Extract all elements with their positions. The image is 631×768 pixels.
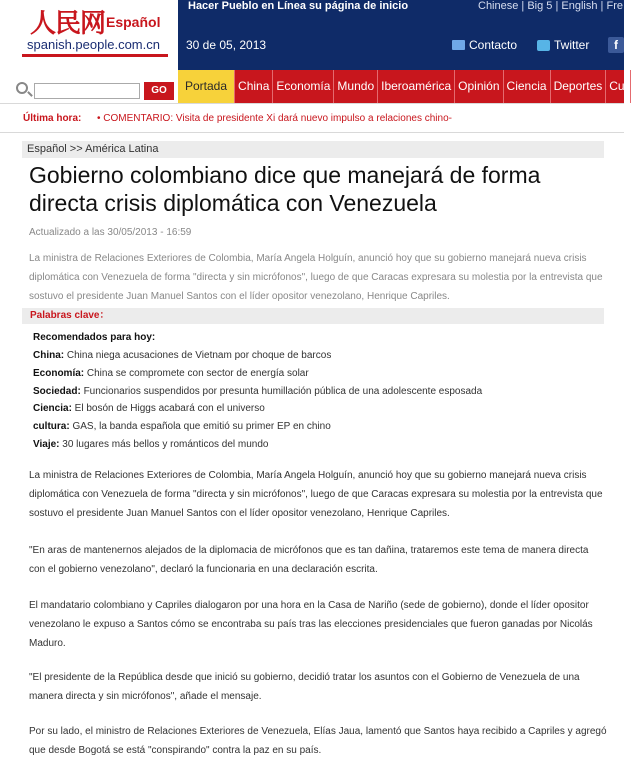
contact-label: Contacto [469, 38, 518, 52]
reco-link[interactable]: Funcionarios suspendidos por presunta humillación pública de una adolescente esposada [80, 385, 483, 397]
logo-url: spanish.people.com.cn [27, 37, 160, 52]
article-paragraph: La ministra de Relaciones Exteriores de Colombia, María Angela Holguín, anunció hoy que su gobierno manejará nueva crisis diplomática con Venezuela de forma "directa y sin micrófonos", luego de que Caracas expresara su molestia por la entrevista que sostuvo el presidente Juan Manuel Santos con el líder opositor venezolano, Henrique Capriles. [29, 470, 603, 519]
list-item[interactable] [33, 418, 603, 436]
tab-opinion[interactable]: Opinión [455, 70, 503, 103]
reco-category: Economía: [33, 367, 85, 379]
reco-category: Ciencia: [33, 403, 72, 415]
breadcrumb[interactable]: Español >> América Latina [22, 141, 604, 158]
tab-portada[interactable]: Portada [178, 70, 235, 103]
tab-ciencia[interactable]: Ciencia [504, 70, 551, 103]
breaking-news-link[interactable]: • COMENTARIO: Visita de presidente Xi dará nuevo impulso a relaciones chino- [97, 113, 452, 124]
article-updated: Actualizado a las 30/05/2013 - 16:59 [29, 227, 192, 238]
reco-category: China: [33, 350, 65, 361]
breaking-news-bar [0, 103, 624, 133]
article-paragraph: El mandatario colombiano y Capriles dialogaron por una hora en la Casa de Nariño (sede de gobierno), donde el líder opositor venezolano le expuso a Santos cómo se encontraba su país tras las elecciones presidenciales que fueron ganadas por Nicolás Maduro. [29, 600, 593, 649]
main-nav [178, 70, 628, 103]
list-item[interactable] [33, 383, 603, 401]
logo-chinese: 人民网 [30, 9, 106, 39]
tab-economia[interactable]: Economía [273, 70, 334, 103]
lang-big5[interactable]: Big 5 [527, 0, 553, 12]
reco-link[interactable]: China se compromete con sector de energía solar [84, 367, 309, 379]
site-logo[interactable] [0, 0, 178, 70]
list-item[interactable] [33, 436, 603, 454]
article-paragraph: "El presidente de la República desde que inició su gobierno, decidió tratar los asuntos con el Gobierno de Venezuela de una manera directa y sin micrófonos", añade el mensaje. [29, 672, 580, 702]
article-lead: La ministra de Relaciones Exteriores de Colombia, María Angela Holguín, anunció hoy que su gobierno manejará nueva crisis diplomática con Venezuela de forma "directa y sin micrófonos", luego de que Caracas expresara su molestia por la entrevista que sostuvo el presidente Juan Manuel Santos con el líder opositor venezolano, Henrique Capriles. [29, 253, 603, 302]
reco-category: Sociedad: [33, 385, 81, 397]
recommended-title: Recomendados para hoy: [33, 332, 156, 343]
twitter-link[interactable] [537, 38, 589, 52]
list-item[interactable] [33, 365, 603, 383]
header-date: 30 de 05, 2013 [186, 38, 267, 52]
logo-espanol: Español [106, 14, 161, 30]
search-icon [16, 82, 28, 94]
reco-link[interactable]: El bosón de Higgs acabará con el universo [71, 403, 265, 415]
article-paragraph: "En aras de mantenernos alejados de la diplomacia de micrófonos que es tan dañina, trataremos este tema de manera directa con el gobierno venezolano", declaró la funcionaria en una declaración escrita. [29, 545, 589, 575]
lang-separator: | [521, 0, 528, 12]
reco-category: cultura: [33, 421, 70, 433]
lang-separator: | [600, 0, 607, 12]
nav-row [0, 70, 628, 103]
lang-separator: | [555, 0, 562, 12]
twitter-label: Twitter [554, 38, 590, 52]
logo-underline [22, 54, 168, 57]
list-item[interactable] [33, 347, 603, 365]
list-item[interactable] [33, 400, 603, 418]
recommended-list [33, 329, 603, 454]
lang-chinese[interactable]: Chinese [478, 0, 519, 12]
tab-iberoamerica[interactable]: Iberoamérica [378, 70, 455, 103]
article-paragraph: Por su lado, el ministro de Relaciones Exteriores de Venezuela, Elías Jaua, lamentó que Santos haya recibido a Capriles y agregó que desde Bogotá se está "conspirando" contra la paz en su país. [29, 726, 607, 756]
mail-icon [452, 40, 465, 50]
go-button[interactable]: GO [144, 82, 174, 100]
keywords-label: Palabras clave： [22, 308, 604, 324]
reco-category: Viaje: [33, 438, 60, 450]
reco-link[interactable]: 30 lugares más bellos y románticos del mundo [59, 438, 269, 450]
lang-french[interactable]: Fre [606, 0, 623, 12]
article-headline: Gobierno colombiano dice que manejará de forma directa crisis diplomática con Venezuela [29, 162, 541, 216]
search-input[interactable] [34, 83, 140, 99]
reco-link[interactable]: GAS, la banda española que emitió su primer EP en chino [69, 421, 331, 433]
facebook-icon[interactable]: f [608, 37, 624, 53]
reco-link[interactable]: China niega acusaciones de Vietnam por choque de barcos [64, 350, 332, 361]
tab-cultura[interactable]: Cul [606, 70, 631, 103]
search-area [0, 70, 178, 103]
tab-mundo[interactable]: Mundo [334, 70, 378, 103]
tab-china[interactable]: China [235, 70, 273, 103]
tab-deportes[interactable]: Deportes [551, 70, 607, 103]
contact-link[interactable] [452, 38, 517, 52]
lang-english[interactable]: English [561, 0, 598, 12]
breaking-news-label: Última hora: [23, 113, 82, 124]
homepage-link[interactable]: Hacer Pueblo en Línea su página de inicio [188, 0, 409, 12]
twitter-icon [537, 40, 550, 51]
language-links [478, 0, 623, 12]
site-header [0, 0, 624, 70]
